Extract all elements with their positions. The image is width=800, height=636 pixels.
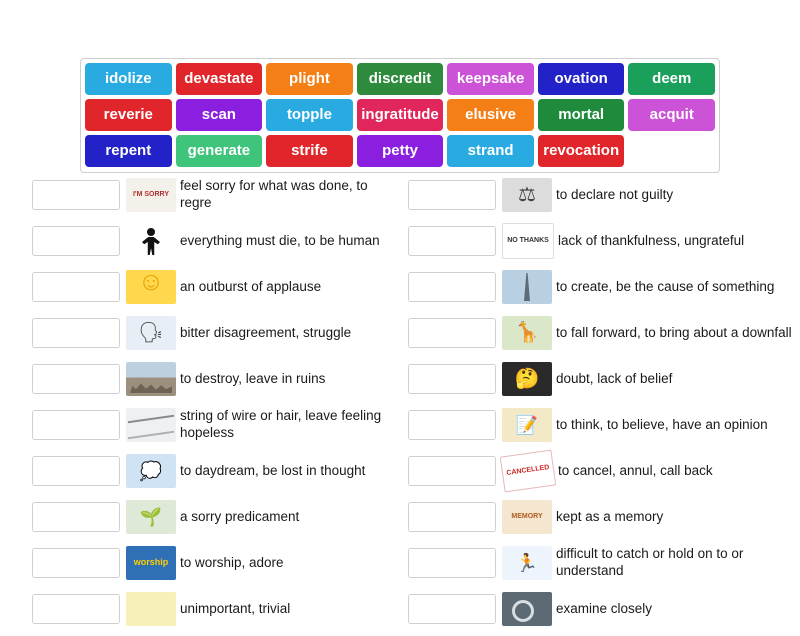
word-tile-mortal[interactable]: mortal xyxy=(538,99,625,131)
memory-word-icon: MEMORY xyxy=(502,500,552,534)
definition-text: unimportant, trivial xyxy=(180,600,291,616)
word-tile-revocation[interactable]: revocation xyxy=(538,135,625,167)
list-item xyxy=(32,544,400,582)
definition-text: to declare not guilty xyxy=(556,186,674,202)
word-tile-devastate[interactable]: devastate xyxy=(176,63,263,95)
list-item xyxy=(32,176,400,214)
word-tile-ovation[interactable]: ovation xyxy=(538,63,625,95)
definition-text: examine closely xyxy=(556,600,653,616)
word-tile-strand[interactable]: strand xyxy=(447,135,534,167)
answer-slot-right-8[interactable] xyxy=(408,502,496,532)
answer-slot-right-10[interactable] xyxy=(408,594,496,624)
list-item xyxy=(408,222,800,260)
list-item xyxy=(32,222,400,260)
power-tower-icon xyxy=(502,270,552,304)
definition-text: lack of thankfulness, ungrateful xyxy=(558,232,745,248)
list-item xyxy=(408,360,800,398)
word-tile-idolize[interactable]: idolize xyxy=(85,63,172,95)
definition-text: to create, be the cause of something xyxy=(556,278,775,294)
list-item xyxy=(32,314,400,352)
answer-slot-right-9[interactable] xyxy=(408,548,496,578)
definition-text: bitter disagreement, struggle xyxy=(180,324,352,340)
list-item xyxy=(408,590,800,628)
list-item xyxy=(408,452,800,490)
list-item xyxy=(32,498,400,536)
definition-text: string of wire or hair, leave feeling hopeless xyxy=(180,408,382,440)
sorry-note-icon: I'M SORRY xyxy=(126,178,176,212)
definition-columns xyxy=(0,176,800,636)
answer-slot-right-7[interactable] xyxy=(408,456,496,486)
list-item xyxy=(32,268,400,306)
word-tile-acquit[interactable]: acquit xyxy=(628,99,715,131)
definition-text: feel sorry for what was done, to regre xyxy=(180,178,368,210)
definition-text: a sorry predicament xyxy=(180,508,300,524)
answer-slot-left-6[interactable] xyxy=(32,410,120,440)
word-tile-keepsake[interactable]: keepsake xyxy=(447,63,534,95)
answer-slot-left-2[interactable] xyxy=(32,226,120,256)
human-figure-icon xyxy=(126,224,176,258)
word-bank-row xyxy=(85,63,715,95)
answer-slot-right-2[interactable] xyxy=(408,226,496,256)
list-item xyxy=(32,590,400,628)
answer-slot-right-4[interactable] xyxy=(408,318,496,348)
definition-text: to worship, adore xyxy=(180,554,284,570)
list-item xyxy=(32,360,400,398)
answer-slot-right-5[interactable] xyxy=(408,364,496,394)
giraffe-icon xyxy=(502,316,552,350)
left-column xyxy=(0,176,400,636)
answer-slot-left-4[interactable] xyxy=(32,318,120,348)
answer-slot-left-3[interactable] xyxy=(32,272,120,302)
word-tile-ingratitude[interactable]: ingratitude xyxy=(357,99,444,131)
word-bank-row xyxy=(85,135,715,167)
right-column xyxy=(400,176,800,636)
definition-text: to cancel, annul, call back xyxy=(558,462,713,478)
sprout-icon xyxy=(126,500,176,534)
word-tile-scan[interactable]: scan xyxy=(176,99,263,131)
answer-slot-right-6[interactable] xyxy=(408,410,496,440)
answer-slot-left-8[interactable] xyxy=(32,502,120,532)
list-item xyxy=(408,314,800,352)
definition-text: to fall forward, to bring about a downfall xyxy=(556,324,792,340)
word-tile-reverie[interactable]: reverie xyxy=(85,99,172,131)
list-item xyxy=(408,268,800,306)
answer-slot-right-1[interactable] xyxy=(408,180,496,210)
answer-slot-left-5[interactable] xyxy=(32,364,120,394)
gavel-icon xyxy=(502,178,552,212)
answer-slot-left-10[interactable] xyxy=(32,594,120,624)
arguing-people-icon xyxy=(126,316,176,350)
cancelled-stamp-icon: CANCELLED xyxy=(500,450,557,493)
list-item xyxy=(408,498,800,536)
answer-slot-right-3[interactable] xyxy=(408,272,496,302)
notepad-icon xyxy=(502,408,552,442)
definition-text: to destroy, leave in ruins xyxy=(180,370,326,386)
word-tile-plight[interactable]: plight xyxy=(266,63,353,95)
definition-text: kept as a memory xyxy=(556,508,664,524)
definition-text: doubt, lack of belief xyxy=(556,370,673,386)
list-item xyxy=(408,406,800,444)
list-item xyxy=(408,176,800,214)
definition-text: to think, to believe, have an opinion xyxy=(556,416,768,432)
answer-slot-left-7[interactable] xyxy=(32,456,120,486)
running-person-icon xyxy=(502,546,552,580)
answer-slot-left-1[interactable] xyxy=(32,180,120,210)
list-item xyxy=(32,452,400,490)
word-tile-empty xyxy=(628,135,715,167)
ruins-icon xyxy=(126,362,176,396)
list-item xyxy=(408,544,800,582)
word-tile-discredit[interactable]: discredit xyxy=(357,63,444,95)
word-tile-topple[interactable]: topple xyxy=(266,99,353,131)
word-bank-row xyxy=(85,99,715,131)
word-tile-deem[interactable]: deem xyxy=(628,63,715,95)
word-tile-generate[interactable]: generate xyxy=(176,135,263,167)
answer-slot-left-9[interactable] xyxy=(32,548,120,578)
daydreaming-boy-icon xyxy=(126,454,176,488)
word-tile-repent[interactable]: repent xyxy=(85,135,172,167)
word-tile-elusive[interactable]: elusive xyxy=(447,99,534,131)
definition-text: everything must die, to be human xyxy=(180,232,380,248)
word-tile-strife[interactable]: strife xyxy=(266,135,353,167)
word-bank xyxy=(80,58,720,173)
sticky-note-icon xyxy=(126,592,176,626)
no-thanks-sign-icon: NO THANKS xyxy=(502,223,554,259)
word-tile-petty[interactable]: petty xyxy=(357,135,444,167)
definition-text: an outburst of applause xyxy=(180,278,322,294)
clapping-smiley-icon xyxy=(126,270,176,304)
wire-strand-icon xyxy=(126,408,176,442)
magnifier-icon xyxy=(502,592,552,626)
worship-banner-icon: worship xyxy=(126,546,176,580)
definition-text: to daydream, be lost in thought xyxy=(180,462,366,478)
thinking-face-icon xyxy=(502,362,552,396)
list-item xyxy=(32,406,400,444)
definition-text: difficult to catch or hold on to or understand xyxy=(556,546,744,578)
